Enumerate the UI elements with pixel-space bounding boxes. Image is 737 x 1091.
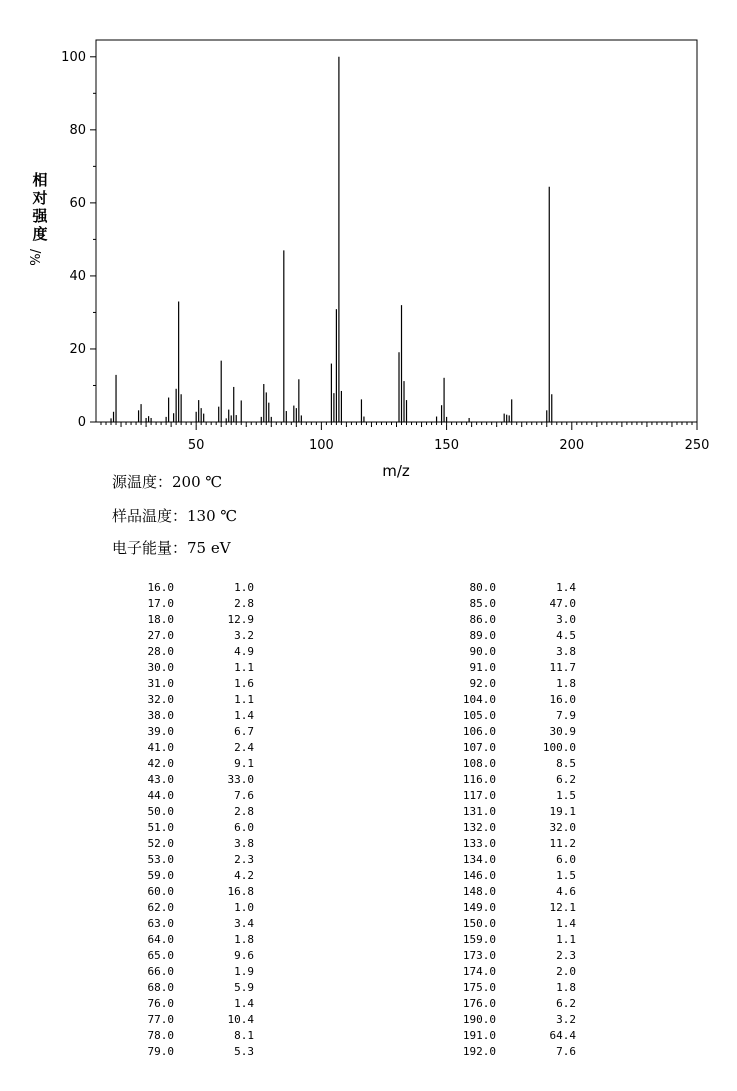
peak-table-row (446, 660, 576, 676)
abundance-value: 4.6 (556, 885, 576, 898)
mz-value: 190.0 (462, 1013, 496, 1026)
mz-value: 134.0 (462, 853, 496, 866)
peak-table-row (124, 596, 254, 612)
peak-table-row (446, 708, 576, 724)
x-tick-label: 100 (308, 438, 334, 453)
abundance-value: 16.0 (549, 693, 576, 706)
mz-value: 104.0 (462, 693, 496, 706)
peak-table-row (446, 756, 576, 772)
mz-value: 105.0 (462, 709, 496, 722)
abundance-value: 1.9 (234, 965, 254, 978)
mz-value: 51.0 (147, 821, 174, 834)
peak-table-row (446, 676, 576, 692)
abundance-value: 4.5 (556, 629, 576, 642)
peak-table-row (124, 612, 254, 628)
mz-value: 91.0 (469, 661, 496, 674)
mz-value: 175.0 (462, 981, 496, 994)
peak-table-row (124, 836, 254, 852)
y-tick-label: 60 (69, 195, 86, 211)
mz-value: 106.0 (462, 725, 496, 738)
peak-table-row (446, 948, 576, 964)
mz-value: 131.0 (462, 805, 496, 818)
mz-value: 80.0 (469, 581, 496, 594)
peak-table-row (124, 644, 254, 660)
mz-value: 31.0 (147, 677, 174, 690)
peak-table-row (124, 964, 254, 980)
abundance-value: 32.0 (549, 821, 576, 834)
peak-table-row (124, 804, 254, 820)
y-axis-label-char: 度 (32, 225, 48, 243)
peak-table-row (446, 772, 576, 788)
abundance-value: 3.0 (556, 613, 576, 626)
mz-value: 78.0 (147, 1029, 174, 1042)
abundance-value: 1.1 (556, 933, 576, 946)
plot-frame (96, 40, 697, 422)
abundance-value: 1.0 (234, 581, 254, 594)
mz-value: 173.0 (462, 949, 496, 962)
mz-value: 64.0 (147, 933, 174, 946)
mz-value: 43.0 (147, 773, 174, 786)
mz-value: 30.0 (147, 661, 174, 674)
abundance-value: 100.0 (542, 741, 576, 754)
peak-table-row (124, 756, 254, 772)
abundance-value: 1.4 (234, 709, 254, 722)
peak-table-row (446, 1044, 576, 1060)
y-axis-label-unit: %/ (29, 249, 44, 266)
peak-table-row (446, 1012, 576, 1028)
peak-table-row (124, 628, 254, 644)
mz-value: 86.0 (469, 613, 496, 626)
peak-table-row (124, 948, 254, 964)
peak-table-row (124, 852, 254, 868)
peak-table-row (124, 868, 254, 884)
y-axis-label-char: 相 (32, 171, 48, 189)
abundance-value: 7.6 (234, 789, 254, 802)
peak-table-row (124, 980, 254, 996)
peak-table-row (124, 916, 254, 932)
peak-table-row (124, 820, 254, 836)
peak-table-row (124, 580, 254, 596)
abundance-value: 1.1 (234, 661, 254, 674)
mz-value: 89.0 (469, 629, 496, 642)
mz-value: 65.0 (147, 949, 174, 962)
abundance-value: 3.4 (234, 917, 254, 930)
abundance-value: 1.5 (556, 789, 576, 802)
mz-value: 76.0 (147, 997, 174, 1010)
mz-value: 66.0 (147, 965, 174, 978)
peak-table-row (446, 820, 576, 836)
mz-value: 16.0 (147, 581, 174, 594)
x-tick-label: 250 (684, 438, 710, 453)
abundance-value: 12.9 (227, 613, 254, 626)
peak-table-row (446, 740, 576, 756)
peak-bars (111, 57, 552, 422)
abundance-value: 1.8 (556, 981, 576, 994)
peak-table-row (124, 708, 254, 724)
abundance-value: 4.9 (234, 645, 254, 658)
abundance-value: 6.0 (556, 853, 576, 866)
peak-table-row (124, 772, 254, 788)
abundance-value: 7.6 (556, 1045, 576, 1058)
mz-value: 60.0 (147, 885, 174, 898)
abundance-value: 3.2 (234, 629, 254, 642)
x-axis-label: m/z (382, 462, 410, 480)
peak-table-row (446, 612, 576, 628)
mz-value: 18.0 (147, 613, 174, 626)
peak-table-row (446, 580, 576, 596)
mz-value: 132.0 (462, 821, 496, 834)
abundance-value: 5.9 (234, 981, 254, 994)
abundance-value: 6.2 (556, 997, 576, 1010)
mz-value: 79.0 (147, 1045, 174, 1058)
abundance-value: 1.5 (556, 869, 576, 882)
abundance-value: 1.0 (234, 901, 254, 914)
peak-table-row (124, 660, 254, 676)
y-tick-label: 80 (69, 122, 86, 138)
peak-table-row (124, 676, 254, 692)
abundance-value: 33.0 (227, 773, 254, 786)
mz-value: 62.0 (147, 901, 174, 914)
mz-value: 150.0 (462, 917, 496, 930)
mz-value: 146.0 (462, 869, 496, 882)
peak-table-row (446, 964, 576, 980)
abundance-value: 47.0 (549, 597, 576, 610)
y-axis-label (29, 171, 48, 266)
peak-table-row (124, 1028, 254, 1044)
mz-value: 133.0 (462, 837, 496, 850)
x-tick-label: 150 (434, 438, 459, 453)
abundance-value: 2.3 (556, 949, 576, 962)
peak-table-row (124, 900, 254, 916)
x-tick-label: 200 (559, 438, 585, 453)
peak-table-row (446, 852, 576, 868)
mz-value: 90.0 (469, 645, 496, 658)
mz-value: 92.0 (469, 677, 496, 690)
abundance-value: 8.1 (234, 1029, 254, 1042)
abundance-value: 11.7 (549, 661, 576, 674)
mz-value: 108.0 (462, 757, 496, 770)
abundance-value: 6.0 (234, 821, 254, 834)
peak-table-row (124, 692, 254, 708)
abundance-value: 2.8 (234, 597, 254, 610)
peak-table-row (446, 644, 576, 660)
source-temperature: 源温度：200 ℃ (112, 473, 223, 491)
peak-table-right (446, 580, 576, 1060)
abundance-value: 16.8 (227, 885, 254, 898)
mz-value: 17.0 (147, 597, 174, 610)
mz-value: 39.0 (147, 725, 174, 738)
peak-table-row (124, 1044, 254, 1060)
peak-table-row (446, 932, 576, 948)
abundance-value: 2.3 (234, 853, 254, 866)
x-tick-label: 50 (187, 438, 205, 453)
peak-table-row (446, 900, 576, 916)
mz-value: 176.0 (462, 997, 496, 1010)
mz-value: 44.0 (147, 789, 174, 802)
abundance-value: 8.5 (556, 757, 576, 770)
peak-table-row (446, 788, 576, 804)
mz-value: 42.0 (147, 757, 174, 770)
x-axis (101, 422, 709, 453)
peak-table-left (124, 580, 254, 1060)
mz-value: 63.0 (147, 917, 174, 930)
mz-value: 52.0 (147, 837, 174, 850)
abundance-value: 1.1 (234, 693, 254, 706)
y-axis (61, 50, 96, 430)
y-tick-label: 0 (77, 415, 86, 430)
abundance-value: 64.4 (549, 1029, 576, 1042)
peak-table-row (124, 996, 254, 1012)
mz-value: 149.0 (462, 901, 496, 914)
mz-value: 53.0 (147, 853, 174, 866)
abundance-value: 1.6 (234, 677, 254, 690)
abundance-value: 3.2 (556, 1013, 576, 1026)
mz-value: 117.0 (462, 789, 496, 802)
peak-table-row (446, 596, 576, 612)
mz-value: 38.0 (147, 709, 174, 722)
mz-value: 192.0 (462, 1045, 496, 1058)
y-tick-label: 20 (69, 341, 86, 357)
abundance-value: 2.0 (556, 965, 576, 978)
peak-table-row (124, 724, 254, 740)
mass-spectrum-chart (0, 0, 737, 480)
abundance-value: 6.2 (556, 773, 576, 786)
mz-value: 27.0 (147, 629, 174, 642)
mz-value: 191.0 (462, 1029, 496, 1042)
y-tick-label: 40 (69, 268, 86, 284)
peak-table-row (446, 884, 576, 900)
peak-table-row (446, 868, 576, 884)
peak-table-row (124, 740, 254, 756)
mz-value: 159.0 (462, 933, 496, 946)
peak-table-row (124, 884, 254, 900)
sample-temperature: 样品温度：130 ℃ (112, 507, 238, 525)
abundance-value: 9.1 (234, 757, 254, 770)
peak-table-row (446, 996, 576, 1012)
abundance-value: 10.4 (227, 1013, 254, 1026)
y-axis-label-char: 强 (32, 207, 48, 225)
abundance-value: 4.2 (234, 869, 254, 882)
abundance-value: 30.9 (549, 725, 576, 738)
peak-table-row (446, 836, 576, 852)
abundance-value: 1.4 (556, 917, 576, 930)
peak-table-row (446, 916, 576, 932)
abundance-value: 1.4 (556, 581, 576, 594)
mz-value: 107.0 (462, 741, 496, 754)
peak-table-row (446, 628, 576, 644)
mz-value: 28.0 (147, 645, 174, 658)
mz-value: 148.0 (462, 885, 496, 898)
abundance-value: 7.9 (556, 709, 576, 722)
abundance-value: 1.4 (234, 997, 254, 1010)
mz-value: 32.0 (147, 693, 174, 706)
mz-value: 68.0 (147, 981, 174, 994)
peak-table-row (124, 788, 254, 804)
mz-value: 59.0 (147, 869, 174, 882)
abundance-value: 9.6 (234, 949, 254, 962)
abundance-value: 2.4 (234, 741, 254, 754)
peak-table-row (124, 932, 254, 948)
mz-value: 77.0 (147, 1013, 174, 1026)
peak-table-row (446, 692, 576, 708)
peak-table-row (446, 804, 576, 820)
abundance-value: 3.8 (234, 837, 254, 850)
peak-table-row (446, 1028, 576, 1044)
abundance-value: 1.8 (234, 933, 254, 946)
abundance-value: 5.3 (234, 1045, 254, 1058)
abundance-value: 2.8 (234, 805, 254, 818)
abundance-value: 6.7 (234, 725, 254, 738)
mz-value: 174.0 (462, 965, 496, 978)
y-tick-label: 100 (61, 49, 86, 65)
abundance-value: 3.8 (556, 645, 576, 658)
mz-value: 116.0 (462, 773, 496, 786)
mz-value: 41.0 (147, 741, 174, 754)
peak-table-row (446, 980, 576, 996)
peak-table-row (446, 724, 576, 740)
y-axis-label-char: 对 (32, 189, 48, 207)
abundance-value: 12.1 (549, 901, 576, 914)
abundance-value: 1.8 (556, 677, 576, 690)
electron-energy: 电子能量：75 eV (112, 539, 231, 557)
abundance-value: 11.2 (549, 837, 576, 850)
mz-value: 50.0 (147, 805, 174, 818)
abundance-value: 19.1 (549, 805, 576, 818)
mz-value: 85.0 (469, 597, 496, 610)
peak-table-row (124, 1012, 254, 1028)
